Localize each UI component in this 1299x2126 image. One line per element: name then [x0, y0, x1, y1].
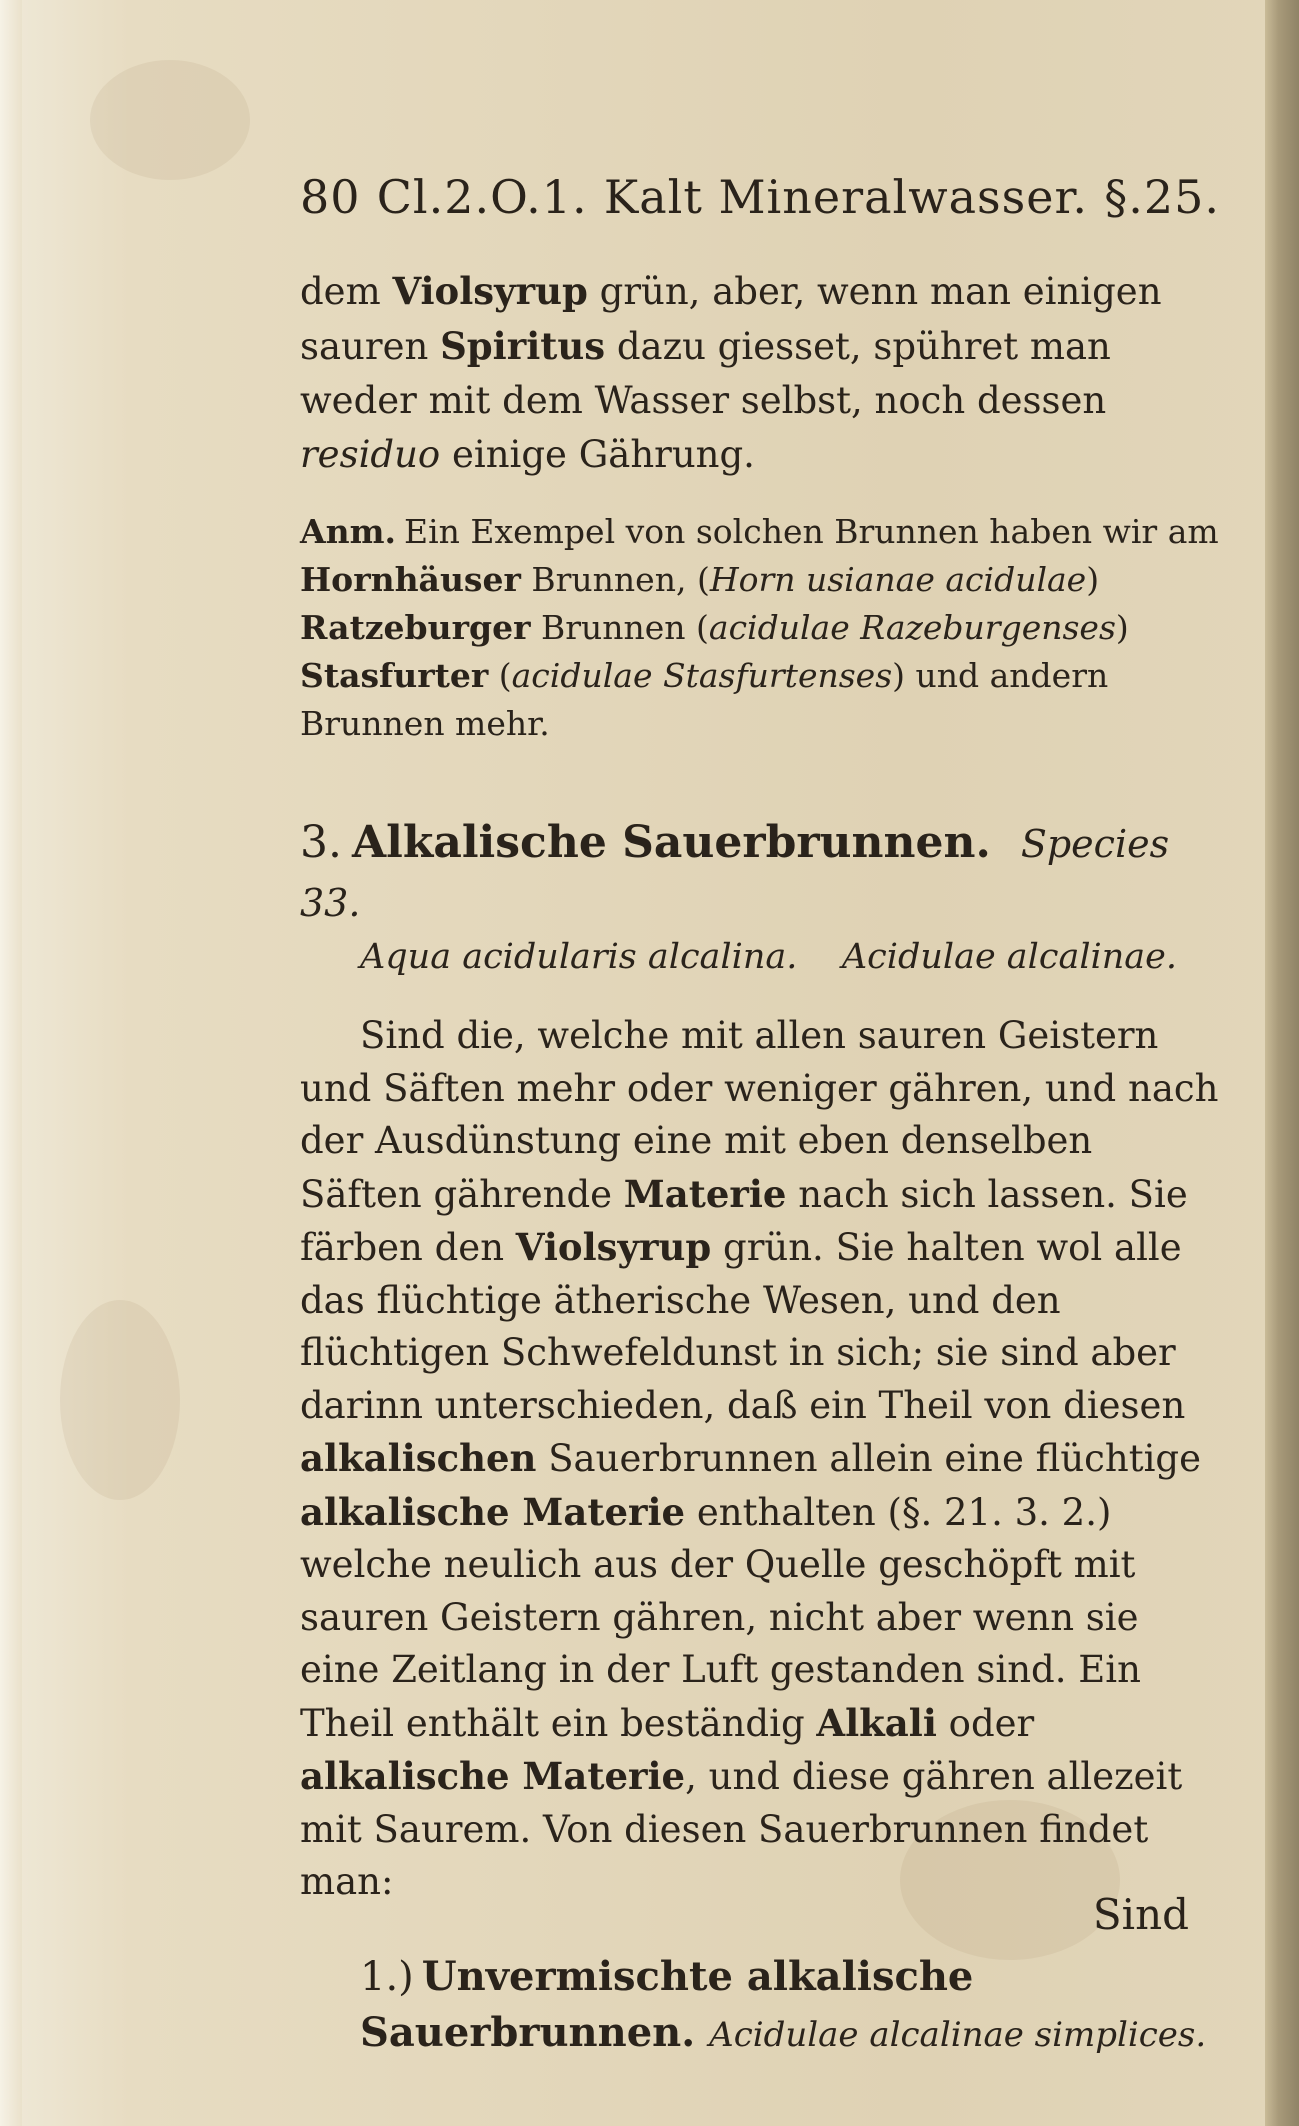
section-latin-names: Aqua acidularis alcalina. Acidulae alcalinae.: [360, 937, 1177, 977]
classification: Cl.2.O.1.: [376, 170, 588, 224]
term-spiritus: Spiritus: [440, 324, 606, 368]
section-number: §.25.: [1104, 170, 1220, 224]
paper-stain: [60, 1300, 180, 1500]
subsection-number: 1.): [360, 1953, 414, 2000]
running-head: [300, 170, 1220, 224]
subsection-heading: [360, 1949, 1220, 2063]
page-edge-left: [0, 0, 22, 2126]
text-block: [300, 170, 1220, 2063]
subsection-title: Unvermischte alkalische Sauerbrunnen.: [360, 1952, 974, 2056]
page-title: Kalt Mineralwasser.: [603, 170, 1089, 224]
term-violsyrup: Violsyrup: [392, 269, 588, 313]
annotation: Anm. Ein Exempel von solchen Brunnen haben wir am Hornhäuser Brunnen, (Horn usianae acidulae) Ratzeburger Brunnen (acidulae Razeburgenses) Stasfurter (acidulae Stasfurtenses) und andern Brunnen mehr.: [300, 512, 1219, 743]
subsection-latin: Acidulae alcalinae simplices.: [709, 2014, 1207, 2055]
annotation-label: Anm.: [300, 512, 397, 551]
catchword: Sind: [1092, 1890, 1189, 1939]
page-number: 80: [300, 170, 361, 224]
species-label: Species 33.: [300, 822, 1170, 925]
term-residuo: residuo: [300, 433, 441, 476]
intro-paragraph: dem Violsyrup grün, aber, wenn man einigen sauren Spiritus dazu giesset, spühret man weder mit dem Wasser selbst, noch dessen residuo einige Gährung.: [300, 269, 1162, 476]
section-heading-text: Alkalische Sauerbrunnen.: [351, 817, 991, 868]
section-heading-number: 3.: [300, 817, 342, 868]
section-heading: [300, 814, 1220, 932]
page-edge-right: [1265, 0, 1299, 2126]
section-body-paragraph: Sind die, welche mit allen sauren Geistern und Säften mehr oder weniger gähren, und nach der Ausdünstung eine mit eben denselben Säften gährende Materie nach sich lassen. Sie färben den Violsyrup grün. Sie halten wol alle das flüchtige ätherische Wesen, und den flüchtigen Schwefeldunst in sich; sie sind aber darinn unterschieden, daß ein Theil von diesen alkalischen Sauerbrunnen allein eine flüchtige alkalische Materie enthalten (§. 21. 3. 2.) welche neulich aus der Quelle geschöpft mit sauren Geistern gähren, nicht aber wenn sie eine Zeitlang in der Luft gestanden sind. Ein Theil enthält ein beständig Alkali oder alkalische Materie, und diese gähren allezeit mit Saurem. Von diesen Sauerbrunnen findet man:: [300, 1014, 1219, 1903]
paper-stain: [90, 60, 250, 180]
